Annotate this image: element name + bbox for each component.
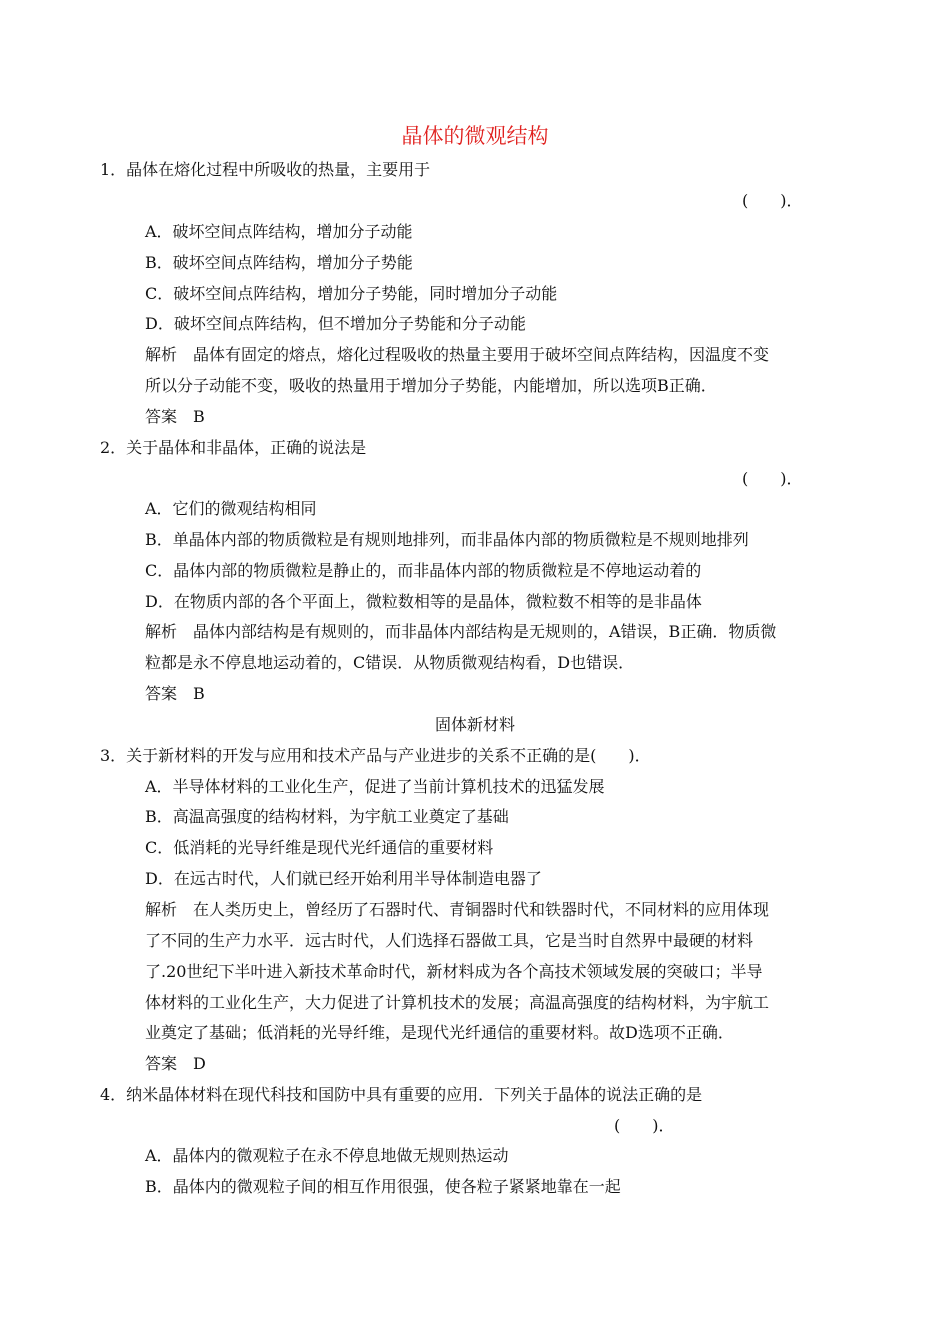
question-2-analysis-line: 解析 晶体内部结构是有规则的，而非晶体内部结构是无规则的，A错误，B正确．物质微 bbox=[145, 622, 777, 641]
question-2-answer: 答案 B bbox=[145, 684, 205, 703]
question-3-option-d: D．在远古时代，人们就已经开始利用半导体制造电器了 bbox=[145, 869, 542, 888]
question-4-option-b: B．晶体内的微观粒子间的相互作用很强，使各粒子紧紧地靠在一起 bbox=[145, 1177, 621, 1196]
question-1-option-a: A．破坏空间点阵结构，增加分子动能 bbox=[145, 222, 413, 241]
question-2-option-a: A．它们的微观结构相同 bbox=[145, 499, 317, 518]
question-3-analysis-line: 了不同的生产力水平．远古时代，人们选择石器做工具，它是当时自然界中最硬的材料 bbox=[145, 931, 754, 950]
question-4-stem: 4．纳米晶体材料在现代科技和国防中具有重要的应用．下列关于晶体的说法正确的是 bbox=[100, 1085, 703, 1104]
question-3-option-b: B．高温高强度的结构材料，为宇航工业奠定了基础 bbox=[145, 807, 509, 826]
question-3-analysis-line: 解析 在人类历史上，曾经历了石器时代、青铜器时代和铁器时代，不同材料的应用体现 bbox=[145, 900, 770, 919]
question-2-option-d: D．在物质内部的各个平面上，微粒数相等的是晶体，微粒数不相等的是非晶体 bbox=[145, 592, 702, 611]
question-1-analysis-line: 所以分子动能不变，吸收的热量用于增加分子势能，内能增加，所以选项B正确． bbox=[145, 376, 717, 395]
question-2-analysis-line: 粒都是永不停息地运动着的，C错误．从物质微观结构看，D也错误． bbox=[145, 653, 635, 672]
question-3-answer: 答案 D bbox=[145, 1054, 206, 1073]
question-2-option-b: B．单晶体内部的物质微粒是有规则地排列，而非晶体内部的物质微粒是不规则地排列 bbox=[145, 530, 749, 549]
question-3-stem: 3．关于新材料的开发与应用和技术产品与产业进步的关系不正确的是( )． bbox=[100, 746, 651, 765]
question-1-answer-blank: ( )． bbox=[742, 191, 803, 210]
question-3-analysis-line: 了.20世纪下半叶进入新技术革命时代，新材料成为各个高技术领域发展的突破口；半导 bbox=[145, 962, 763, 981]
question-1-option-b: B．破坏空间点阵结构，增加分子势能 bbox=[145, 253, 413, 272]
question-2-option-c: C．晶体内部的物质微粒是静止的，而非晶体内部的物质微粒是不停地运动着的 bbox=[145, 561, 702, 580]
question-2-stem: 2．关于晶体和非晶体，正确的说法是 bbox=[100, 438, 367, 457]
question-1-option-c: C．破坏空间点阵结构，增加分子势能，同时增加分子动能 bbox=[145, 284, 558, 303]
question-3-analysis-line: 体材料的工业化生产，大力促进了计算机技术的发展；高温高强度的结构材料，为宇航工 bbox=[145, 993, 770, 1012]
question-1-answer: 答案 B bbox=[145, 407, 205, 426]
question-4-answer-blank: ( )． bbox=[614, 1116, 675, 1135]
question-3-option-a: A．半导体材料的工业化生产，促进了当前计算机技术的迅猛发展 bbox=[145, 777, 605, 796]
question-3-option-c: C．低消耗的光导纤维是现代光纤通信的重要材料 bbox=[145, 838, 494, 857]
page-title: 晶体的微观结构 bbox=[401, 124, 549, 148]
question-1-analysis-line: 解析 晶体有固定的熔点，熔化过程吸收的热量主要用于破坏空间点阵结构，因温度不变 bbox=[145, 345, 770, 364]
question-2-answer-blank: ( )． bbox=[742, 469, 803, 488]
question-1-option-d: D．破坏空间点阵结构，但不增加分子势能和分子动能 bbox=[145, 314, 526, 333]
question-4-option-a: A．晶体内的微观粒子在永不停息地做无规则热运动 bbox=[145, 1146, 509, 1165]
section-heading: 固体新材料 bbox=[434, 715, 515, 734]
question-3-analysis-line: 业奠定了基础；低消耗的光导纤维，是现代光纤通信的重要材料。故D选项不正确． bbox=[145, 1023, 734, 1042]
question-1-stem: 1．晶体在熔化过程中所吸收的热量，主要用于 bbox=[100, 160, 431, 179]
